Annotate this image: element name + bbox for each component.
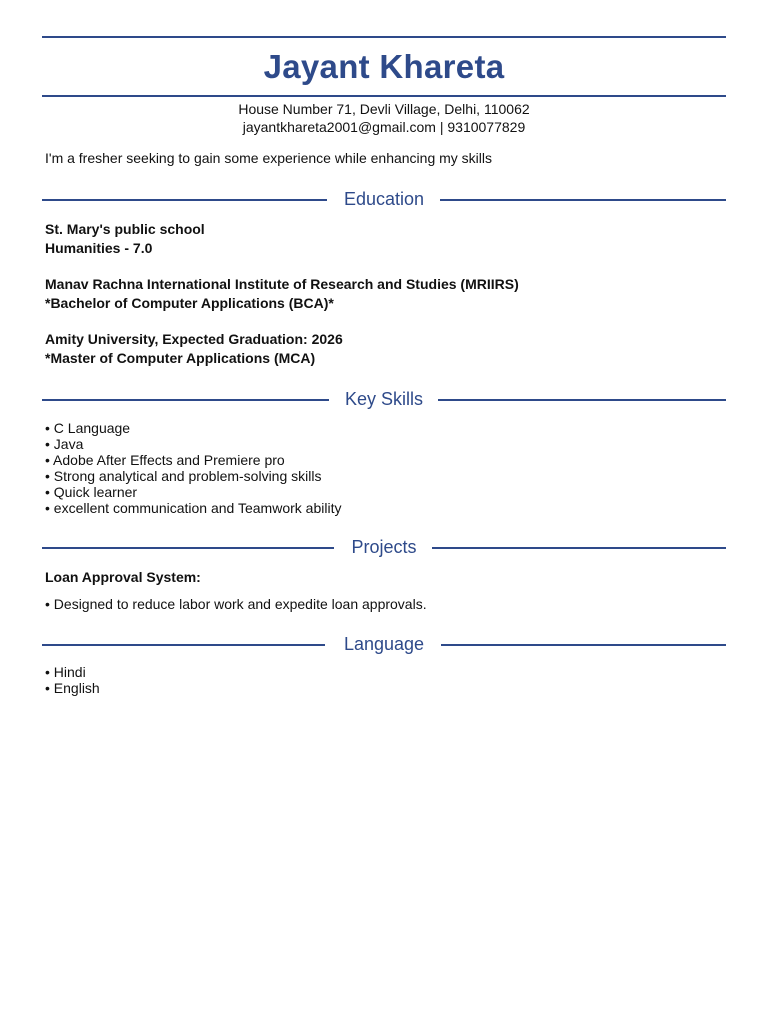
education-heading: [42, 188, 726, 212]
heading-rule-right: [441, 644, 726, 646]
education-entry: [45, 275, 519, 312]
education-entry: [45, 220, 205, 257]
candidate-name: Jayant Khareta: [263, 48, 505, 85]
list-item: • English: [45, 680, 100, 696]
project-list: [45, 596, 427, 612]
list-item: • excellent communication and Teamwork ability: [45, 500, 341, 516]
school-name: St. Mary's public school: [45, 221, 205, 237]
list-item: • Strong analytical and problem-solving skills: [45, 468, 341, 484]
address-line: House Number 71, Devli Village, Delhi, 110062: [238, 101, 530, 117]
contact-line: jayantkhareta2001@gmail.com | 9310077829: [242, 119, 526, 135]
list-item: • C Language: [45, 420, 341, 436]
list-item: • Quick learner: [45, 484, 341, 500]
language-list: [45, 664, 100, 696]
college-degree: *Bachelor of Computer Applications (BCA)*: [45, 294, 334, 311]
heading-rule-right: [432, 547, 726, 549]
skills-list: [45, 420, 341, 516]
skills-title: Key Skills: [344, 389, 424, 409]
university-name: Amity University, Expected Graduation: 2026: [45, 331, 343, 347]
list-item: • Java: [45, 436, 341, 452]
list-item: • Adobe After Effects and Premiere pro: [45, 452, 341, 468]
projects-title: Projects: [351, 537, 417, 557]
education-title: Education: [343, 189, 425, 209]
language-heading: [42, 633, 726, 657]
top-rule: [42, 36, 726, 38]
list-item: • Hindi: [45, 664, 100, 680]
heading-rule-right: [438, 399, 726, 401]
education-entry: [45, 330, 343, 367]
name-underline-rule: [42, 95, 726, 97]
language-title: Language: [343, 634, 425, 654]
university-degree: *Master of Computer Applications (MCA): [45, 349, 316, 366]
skills-heading: [42, 388, 726, 412]
heading-rule-right: [440, 199, 726, 201]
project-name: Loan Approval System:: [45, 569, 201, 585]
college-name: Manav Rachna International Institute of Research and Studies (MRIIRS): [45, 276, 519, 292]
summary-text: I'm a fresher seeking to gain some experience while enhancing my skills: [45, 150, 493, 166]
school-detail: Humanities - 7.0: [45, 239, 153, 256]
list-item: • Designed to reduce labor work and expedite loan approvals.: [45, 596, 427, 612]
projects-heading: [42, 536, 726, 560]
